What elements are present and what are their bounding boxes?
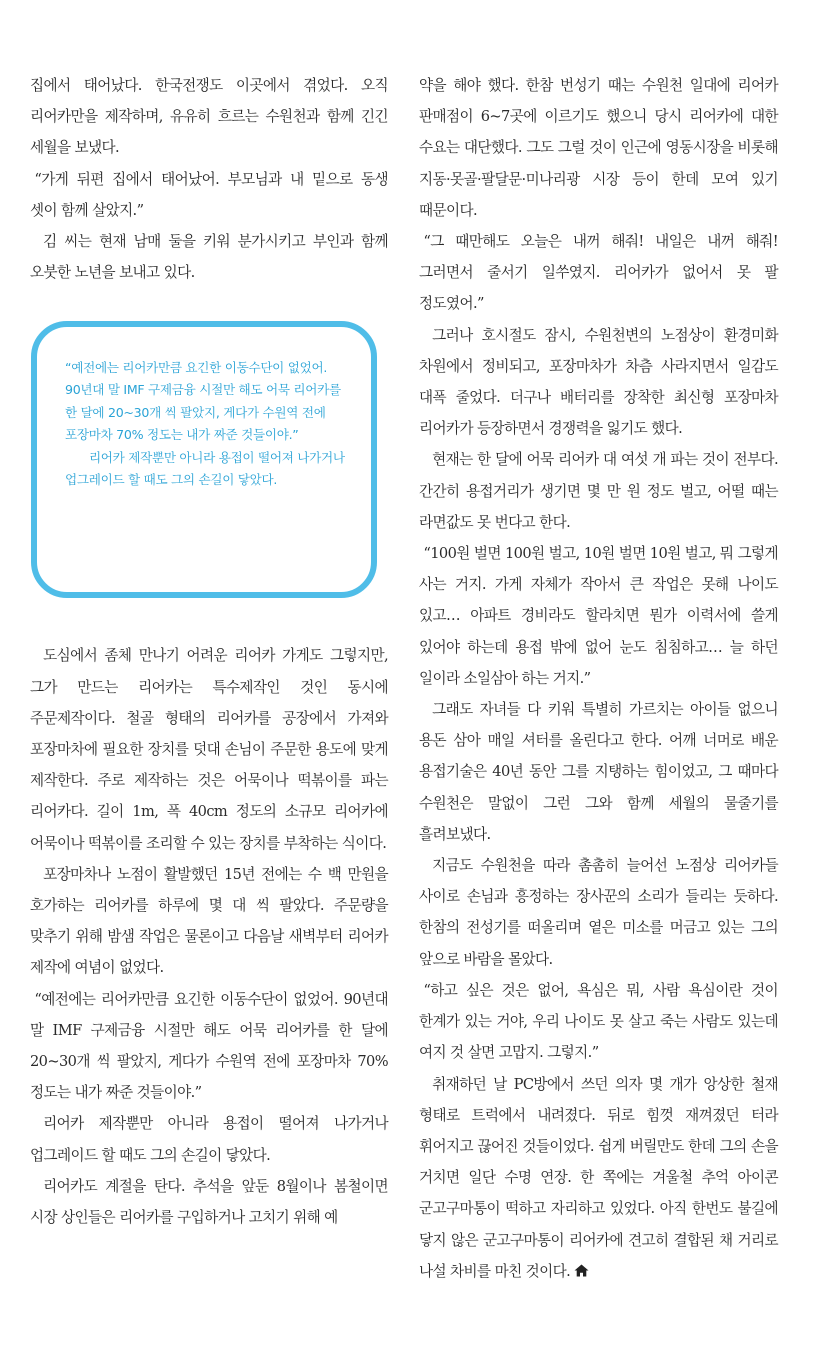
paragraph: 김 씨는 현재 남매 둘을 키워 분가시키고 부인과 함께 오붓한 노년을 보내고 있다. [30, 233, 388, 282]
paragraph: 집에서 태어났다. 한국전쟁도 이곳에서 겪었다. 오직 리어카만을 제작하며, 유유히 흐르는 수원천과 함께 긴긴 세월을 보냈다. [30, 77, 388, 157]
pull-quote-line: 리어카 제작뿐만 아니라 용접이 떨어져 나가거나 업그레이드 할 때도 그의 손길이 닿았다. [65, 449, 345, 488]
left-column [30, 70, 388, 1233]
pull-quote-text [65, 357, 355, 491]
quote-paragraph: “하고 싶은 것은 없어, 욕심은 뭐, 사람 욕심이란 것이 한계가 있는 거야, 우리 나이도 못 살고 죽는 사람도 있는데 여지 것 살면 고맙지. 그렇지.” [419, 981, 778, 1062]
paragraph: 그래도 자녀들 다 키워 특별히 가르치는 아이들 없으니 용돈 삼아 매일 셔터를 올린다고 한다. 어깨 너머로 배운 용접기술은 40년 동안 그를 지탱하는 힘이었고, 그 때마다 수원천은 말없이 그런 그와 함께 세월의 물줄기를 흘려보냈다. [419, 701, 778, 843]
right-column [419, 70, 778, 1287]
paragraph: 약을 해야 했다. 한참 번성기 때는 수원천 일대에 리어카 판매점이 6~7곳에 이르기도 했으니 당시 리어카에 대한 수요는 대단했다. 그도 그럴 것이 인근에 영동시장을 비롯해 지동·못골·팔달문·미나리광 시장 등이 한데 모여 있기 때문이다. [419, 77, 778, 219]
paragraph: 도심에서 좀체 만나기 어려운 리어카 가게도 그렇지만, 그가 만드는 리어카는 특수제작인 것인 동시에 주문제작이다. 철골 형태의 리어카를 공장에서 가져와 포장마차에 필요한 장치를 덧대 손님이 주문한 용도에 맞게 제작한다. 주로 제작하는 것은 어묵이나 떡볶이를 파는 리어카다. 길이 1m, 폭 40cm 정도의 소규모 리어카에 어묵이나 떡볶이를 조리할 수 있는 장치를 부착하는 식이다. [30, 647, 388, 852]
quote-paragraph: “예전에는 리어카만큼 요긴한 이동수단이 없었어. 90년대 말 IMF 구제금융 시절만 해도 어묵 리어카를 한 달에 20~30개 씩 팔았지, 게다가 수원역 전에 포장마차 70% 정도는 내가 짜준 것들이야.” [30, 990, 388, 1102]
paragraph: 현재는 한 달에 어묵 리어카 대 여섯 개 파는 것이 전부다. 간간히 용접거리가 생기면 몇 만 원 정도 벌고, 어떨 때는 라면값도 못 번다고 한다. [419, 451, 778, 531]
house-end-mark-icon [574, 1264, 589, 1277]
paragraph: 리어카도 계절을 탄다. 추석을 앞둔 8월이나 봄철이면 시장 상인들은 리어카를 구입하거나 고치기 위해 예 [30, 1177, 388, 1227]
final-paragraph-text: 취재하던 날 PC방에서 쓰던 의자 몇 개가 앙상한 철재 형태로 트럭에서 내려졌다. 뒤로 힘껏 재껴졌던 터라 휘어지고 끊어진 것들이었다. 쉽게 버릴만도 한데 그의 손을 거치면 일단 수명 연장. 한 쪽에는 겨울철 추억 아이콘 군고구마통이 떡하고 자리하고 있었다. 아직 한번도 불길에 닿지 않은 군고구마통이 리어카에 견고히 결합된 채 거리로 나설 차비를 마친 것이다. [419, 1075, 778, 1280]
quote-paragraph: “100원 벌면 100원 벌고, 10원 벌면 10원 벌고, 뭐 그렇게 사는 거지. 가게 자체가 작아서 큰 작업은 못해 나이도 있고… 아파트 경비라도 할라치면 뭔가 이력서에 쓸게 있어야 하는데 용접 밖에 없어 눈도 침침하고… 늘 하던 일이라 소일삼아 하는 거지.” [419, 545, 778, 687]
paragraph [419, 1069, 778, 1287]
quote-paragraph: “그 때만해도 오늘은 내꺼 해줘! 내일은 내꺼 해줘! 그러면서 줄서기 일쑤였지. 리어카가 없어서 못 팔 정도였어.” [419, 233, 778, 313]
pull-quote-line: “예전에는 리어카만큼 요긴한 이동수단이 없었어. 90년대 말 IMF 구제금융 시절만 해도 어묵 리어카를 한 달에 20~30개 씩 팔았지, 게다가 수원역 전에 포장마차 70% 정도는 내가 짜준 것들이야.” [65, 360, 341, 443]
pull-quote-box [31, 321, 377, 598]
paragraph: 포장마차나 노점이 활발했던 15년 전에는 수 백 만원을 호가하는 리어카를 하루에 몇 대 씩 팔았다. 주문량을 맞추기 위해 밤샘 작업은 물론이고 다음날 새벽부터 리어카 제작에 여념이 없었다. [30, 865, 388, 977]
quote-paragraph: “가게 뒤편 집에서 태어났어. 부모님과 내 밑으로 동생 셋이 함께 살았지.” [30, 170, 388, 219]
paragraph: 지금도 수원천을 따라 촘촘히 늘어선 노점상 리어카들 사이로 손님과 흥정하는 장사꾼의 소리가 들리는 듯하다. 한참의 전성기를 떠올리며 옅은 미소를 머금고 있는 그의 앞으로 바람을 몰았다. [419, 857, 778, 968]
paragraph: 리어카 제작뿐만 아니라 용접이 떨어져 나가거나 업그레이드 할 때도 그의 손길이 닿았다. [30, 1115, 388, 1164]
paragraph: 그러나 호시절도 잠시, 수원천변의 노점상이 환경미화 차원에서 정비되고, 포장마차가 차츰 사라지면서 일감도 대폭 줄었다. 더구나 배터리를 장착한 최신형 포장마차 리어카가 등장하면서 경쟁력을 잃기도 했다. [419, 326, 778, 438]
